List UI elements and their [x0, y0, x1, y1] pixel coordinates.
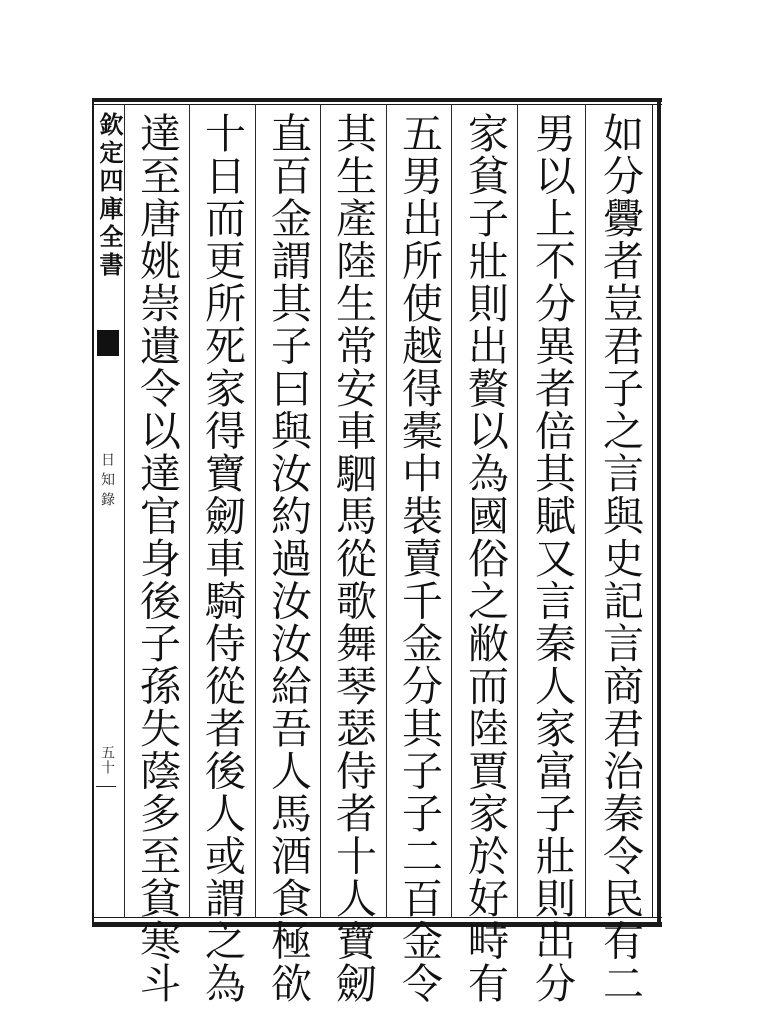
- page-number-rule: [96, 786, 116, 787]
- column-divider: [255, 104, 256, 918]
- column-divider: [189, 104, 190, 918]
- right-border: [657, 98, 661, 927]
- column-divider: [386, 104, 387, 918]
- column-divider: [124, 104, 125, 918]
- top-border: [92, 98, 662, 102]
- column-divider: [585, 104, 586, 918]
- fish-tail-mark: [97, 330, 119, 356]
- column-divider: [451, 104, 452, 918]
- text-column-8: 達至唐姚崇遺令以達官身後子孫失蔭多至貧寒斗: [133, 112, 181, 1005]
- column-divider: [517, 104, 518, 918]
- text-column-2: 男以上不分異者倍其賦又言秦人家富子壯則出分: [528, 112, 576, 1005]
- text-column-5: 其生產陸生常安車駟馬從歌舞琴瑟侍者十人寶劒: [329, 112, 377, 1005]
- top-border-inner: [92, 104, 662, 105]
- text-column-1: 如分釁者豈君子之言與史記言商君治秦令民有二: [596, 112, 644, 1005]
- book-title: 欽定四庫全書: [95, 112, 124, 280]
- text-column-3: 家貧子壯則出贅以為國俗之敝而陸賈家於好畤有: [461, 112, 509, 1005]
- text-column-6: 直百金謂其子曰與汝約過汝汝給吾人馬酒食極欲: [264, 112, 312, 1005]
- volume-title: 日知錄: [99, 452, 115, 512]
- text-column-7: 十日而更所死家得寶劒車騎侍從者後人或謂之為: [198, 112, 246, 1005]
- column-divider: [320, 104, 321, 918]
- text-column-4: 五男出所使越得橐中裝賣千金分其子子二百金令: [395, 112, 443, 1005]
- page-number: 五十: [99, 745, 115, 775]
- right-border-inner: [652, 104, 653, 918]
